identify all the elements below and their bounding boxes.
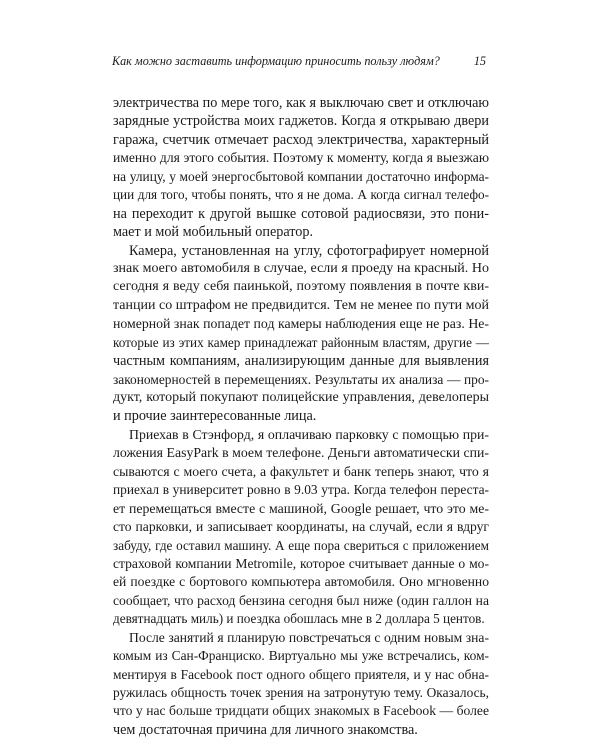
text-line: частным компаниям, анализирующим данные для выявления: [113, 353, 489, 370]
text-line: страховой компании Metromile, которое считывает данные о мо-: [113, 555, 489, 571]
text-line: ет перемещаться вместе с машиной, Google решает, что это ме-: [113, 500, 489, 516]
text-line: зарядные устройства моих гаджетов. Когда я открываю двери: [113, 113, 489, 130]
text-line: сегодня я веду себя паинькой, поэтому появления в почте кви-: [113, 279, 489, 295]
text-line: мает и мой мобильный оператор.: [113, 224, 314, 241]
text-line: гаража, счетчик отмечает расход электричества, характерный: [113, 131, 489, 148]
body-text: [113, 94, 489, 739]
text-line: что у нас больше тридцати общих знакомых в Facebook — более: [113, 703, 489, 719]
page-number: 15: [473, 54, 486, 68]
text-line: сто парковки, и записывает координаты, на случай, если я вдруг: [113, 519, 489, 535]
text-line: танции со штрафом не предвидится. Тем не менее по пути мой: [113, 297, 489, 313]
text-line: электричества по мере того, как я выключаю свет и отключаю: [113, 95, 489, 111]
paragraph: [113, 629, 489, 740]
text-line: дукт, который покупают полицейские управления, девелоперы: [113, 390, 489, 405]
text-line: Приехав в Стэнфорд, я оплачиваю парковку с помощью при-: [129, 426, 489, 442]
text-line: и прочие заинтересованные лица.: [113, 408, 317, 425]
text-line: закономерностей в перемещениях. Результаты их анализа — про-: [113, 371, 489, 387]
text-line: знак моего автомобиля в случае, если я проеду на красный. Но: [113, 260, 489, 276]
running-header-title: Как можно заставить информацию приносить пользу людям?: [112, 54, 440, 68]
text-line: которые из этих камер принадлежат районным властям, другие —: [113, 334, 489, 350]
text-line: номерной знак попадет под камеры наблюдения еще не раз. Не-: [113, 316, 489, 332]
text-line: сываются с моего счета, а факультет и банк теперь знают, что я: [113, 463, 489, 479]
text-line: Камера, установленная на углу, сфотографирует номерной: [129, 242, 489, 259]
text-line: комым из Сан-Франциско. Виртуально мы уже встречались, ком-: [113, 648, 489, 664]
text-line: сообщает, что расход бензина сегодня был ниже (один галлон на: [113, 592, 489, 608]
text-line: ложения EasyPark в моем телефоне. Деньги автоматически спи-: [113, 445, 489, 461]
text-line: ружилась общность точек зрения на затронутую тему. Оказалось,: [113, 685, 489, 700]
text-line: ей поездке с бортового компьютера автомобиля. Оно мгновенно: [113, 574, 489, 590]
text-line: забуду, где оставил машину. А еще пора свериться с приложением: [113, 537, 489, 553]
text-line: ментируя в Facebook пост одного общего приятеля, и у нас обна-: [113, 666, 489, 682]
text-line: именно для этого события. Поэтому к моменту, когда я выезжаю: [113, 150, 489, 166]
text-line: на переходит к другой вышке сотовой радиосвязи, это пони-: [113, 205, 489, 222]
text-line: ции для того, чтобы понять, что я не дома. А когда сигнал телефо-: [113, 187, 489, 203]
paragraph: [113, 242, 489, 426]
running-header: [112, 54, 486, 69]
text-line: приехал в университет ровно в 9.03 утра. Когда телефон переста-: [113, 482, 489, 498]
text-line: чем достаточная причина для личного знакомства.: [113, 721, 418, 738]
text-line: После занятий я планирую повстречаться с одним новым зна-: [129, 629, 489, 645]
text-line: девятнадцать миль) и поездка обошлась мне в 2 доллара 5 центов.: [113, 611, 485, 627]
paragraph: [113, 94, 489, 242]
paragraph: [113, 426, 489, 629]
text-line: на улицу, у моей энергосбытовой компании достаточно информа-: [113, 168, 489, 184]
